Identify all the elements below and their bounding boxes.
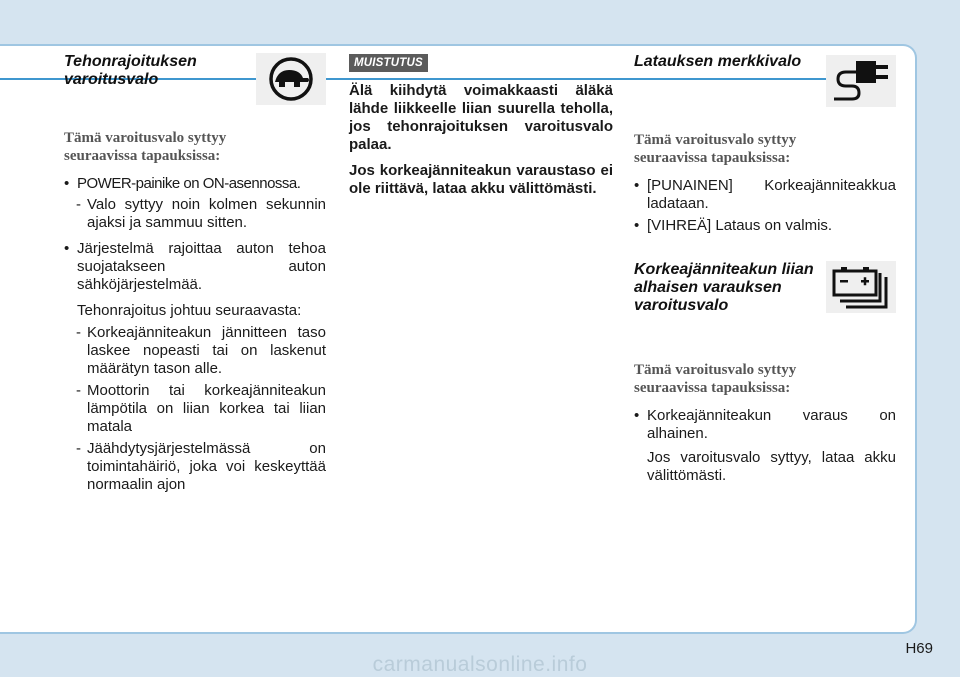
turtle-warning-icon [256, 53, 326, 105]
cause-item: - Moottorin tai korkeajänniteakun lämpötila on liian korkea tai liian matala [76, 382, 326, 435]
power-limit-icon-box [256, 53, 326, 105]
reminder-badge: MUISTUTUS [349, 54, 428, 72]
cause-item: - Korkeajänniteakun jännitteen taso laskee nopeasti tai on laskenut määrätyn tason alle. [76, 324, 326, 377]
watermark: carmanualsonline.info [372, 653, 588, 676]
column-reminder [349, 53, 613, 198]
page-number: H69 [905, 640, 933, 657]
charging-bullet-red: • [PUNAINEN] Korkeajänniteakkua ladataan. [634, 177, 896, 212]
low-battery-follow: Jos varoitusvalo syttyy, lataa akku välittömästi. [647, 449, 896, 484]
subtitle-line1: Tämä varoitusvalo syttyy [64, 130, 227, 146]
cause-item: - Jäähdytysjärjestelmässä on toimintahäiriö, joka voi keskeyttää normaalin ajon [76, 440, 326, 493]
battery-warning-icon [826, 261, 896, 313]
bullet-dot: • [64, 175, 70, 192]
charging-icon-box [826, 55, 896, 107]
low-battery-bullet: • Korkeajänniteakun varaus on alhainen. [634, 407, 896, 442]
charging-bullet-green: • [VIHREÄ] Lataus on valmis. [634, 217, 833, 234]
charging-subtitle-line1: Tämä varoitusvalo syttyy [634, 132, 797, 148]
bullet-power-button: • POWER-painike on ON-asennossa. [64, 175, 301, 192]
section-title-power-limit: Tehonrajoituksen varoitusvalo [64, 53, 197, 88]
section-title-low-battery: Korkeajänniteakun liian alhaisen varauksen varoitusvalo [634, 261, 814, 314]
charging-plug-icon [826, 55, 896, 107]
reminder-note-1: Älä kiihdytä voimakkaasti äläkä lähde liikkeelle liian suurella teholla, jos tehonrajoituksen varoitusvalo palaa. [349, 82, 613, 153]
section-title-charging: Latauksen merkkivalo [634, 53, 802, 70]
subtitle-line2: seuraavissa tapauksissa: [64, 148, 221, 164]
dash-item-duration: - Valo syttyy noin kolmen sekunnin ajaksi ja sammuu sitten. [76, 196, 326, 231]
reminder-note-2: Jos korkeajänniteakun varaustaso ei ole riittävä, lataa akku välittömästi. [349, 162, 613, 197]
bullet-system-limit: • Järjestelmä rajoittaa auton tehoa suojatakseen auton sähköjärjestelmää. [64, 240, 326, 293]
low-battery-icon-box [826, 261, 896, 313]
cause-intro: Tehonrajoitus johtuu seuraavasta: [77, 302, 302, 319]
column-charging [634, 53, 896, 485]
charging-subtitle-line2: seuraavissa tapauksissa: [634, 150, 791, 166]
column-power-limit [64, 53, 326, 494]
low-battery-subtitle-line2: seuraavissa tapauksissa: [634, 380, 791, 396]
low-battery-subtitle-line1: Tämä varoitusvalo syttyy [634, 362, 797, 378]
